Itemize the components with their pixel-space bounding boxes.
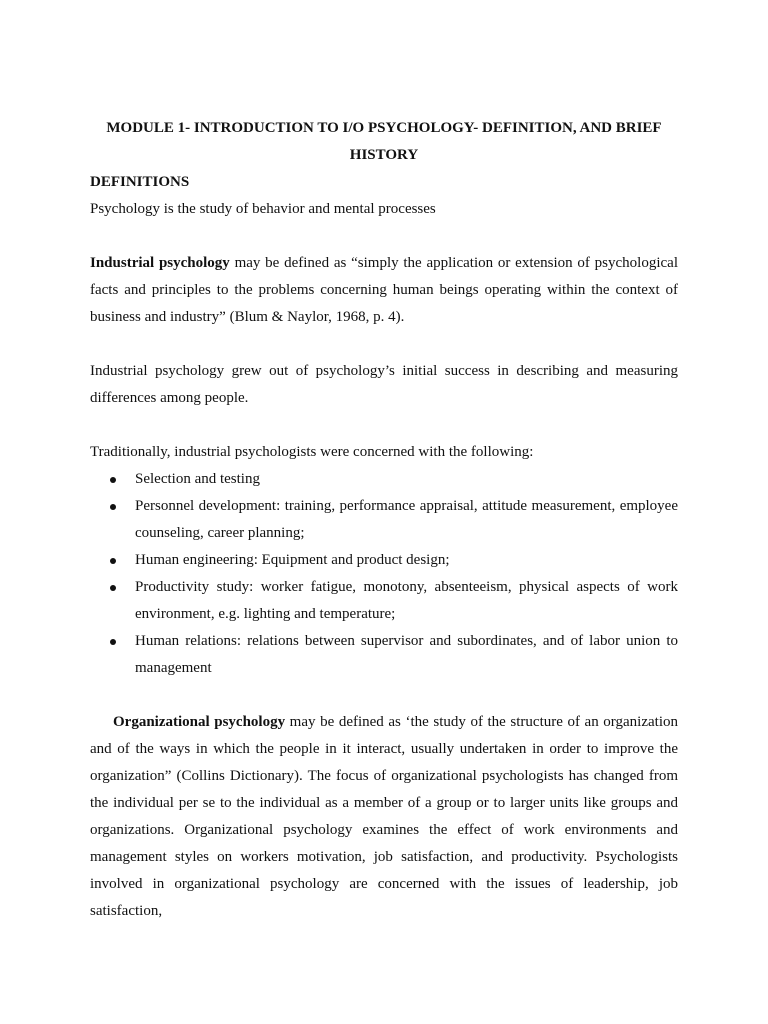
organizational-psychology-paragraph	[90, 709, 678, 925]
list-item	[90, 574, 678, 628]
bullet-icon	[110, 504, 116, 510]
bullet-icon	[110, 585, 116, 591]
spacer	[90, 412, 678, 439]
industrial-psychology-text: may be defined as “simply the application or extension of psychological facts and principles to the problems concerning human beings operating within the context of business and industry” (Blum & Naylor, 1968, p. 4).	[90, 255, 678, 325]
organizational-psychology-text: may be defined as ‘the study of the structure of an organization and of the ways in which the people in it interact, usually undertaken in order to improve the organization” (Collins Dictionary). The focus of organizational psychologists has changed from the individual per se to the individual as a member of a group or to larger units like groups and organizations. Organizational psychology examines the effect of work environments and management styles on workers motivation, job satisfaction, and productivity. Psychologists involved in organizational psychology are concerned with the issues of leadership, job satisfaction,	[90, 714, 678, 919]
list-item-text: Productivity study: worker fatigue, monotony, absenteeism, physical aspects of work environment, e.g. lighting and temperature;	[135, 579, 678, 622]
list-item-text: Personnel development: training, performance appraisal, attitude measurement, employee counseling, career planning;	[135, 498, 678, 541]
list-item-text: Human relations: relations between supervisor and subordinates, and of labor union to management	[135, 633, 678, 676]
spacer	[90, 331, 678, 358]
list-item-text: Human engineering: Equipment and product design;	[135, 552, 450, 568]
list-item	[90, 628, 678, 682]
list-item	[90, 493, 678, 547]
industrial-psychology-paragraph	[90, 250, 678, 331]
bullet-icon	[110, 477, 116, 483]
psychology-definition: Psychology is the study of behavior and mental processes	[90, 201, 436, 217]
module-title: MODULE 1- INTRODUCTION TO I/O PSYCHOLOGY- DEFINITION, AND BRIEF HISTORY	[106, 120, 662, 163]
definitions-heading: DEFINITIONS	[90, 174, 190, 190]
traditional-concerns-intro: Traditionally, industrial psychologists were concerned with the following:	[90, 444, 534, 460]
list-item	[90, 466, 678, 493]
spacer	[90, 223, 678, 250]
growth-paragraph: Industrial psychology grew out of psychology’s initial success in describing and measuring differences among people.	[90, 363, 678, 406]
list-item-text: Selection and testing	[135, 471, 260, 487]
list-item	[90, 547, 678, 574]
bullet-icon	[110, 558, 116, 564]
spacer	[90, 682, 678, 709]
page-content	[90, 115, 678, 925]
concerns-list	[90, 466, 678, 682]
bullet-icon	[110, 639, 116, 645]
organizational-psychology-term: Organizational psychology	[113, 714, 286, 730]
industrial-psychology-term: Industrial psychology	[90, 255, 230, 271]
